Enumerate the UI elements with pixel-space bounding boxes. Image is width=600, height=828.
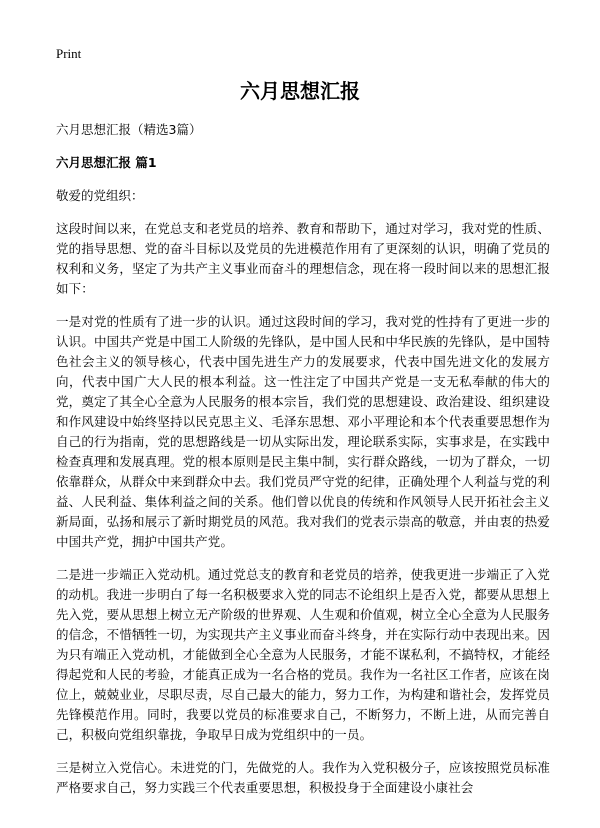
paragraph-point-two: 二是进一步端正入党动机。通过党总支的教育和老党员的培养，使我更进一步端正了入党的动机。我进一步明白了每一名积极要求入党的同志不论组织上是否入党，都要从思想上先入党，要从思想上树立无产阶级的世界观、人生观和价值观，树立全心全意为人民服务的信念，不惜牺牲一切，为实现共产主义事业而奋斗终身，并在实际行动中表现出来。因为只有端正入党动机，才能做到全心全意为人民服务，才能不谋私利，不搞特权，才能经得起党和人民的考验，才能真正成为一名合格的党员。我作为一名社区工作者，应该在岗位上，兢兢业业，尽职尽责，尽自己最大的能力，努力工作，为构建和谐社会，发挥党员先锋模范作用。同时，我要以党员的标准要求自己，不断努力，不断上进，从而完善自己，积极向党组织靠拢，争取早日成为党组织中的一员。 xyxy=(56,567,550,742)
page-title: 六月思想汇报 xyxy=(240,79,360,103)
paragraph-point-three: 三是树立入党信心。未进党的门，先做党的人。我作为入党积极分子，应该按照党员标准严格要求自己，努力实践三个代表重要思想，积极投身于全面建设小康社会 xyxy=(56,760,550,795)
section-heading: 六月思想汇报 篇1 xyxy=(56,155,157,170)
paragraph-intro: 这段时间以来，在党总支和老党员的培养、教育和帮助下，通过对学习，我对党的性质、党的指导思想、党的奋斗目标以及党员的先进模范作用有了更深刻的认识，明确了党员的权利和义务，坚定了为共产主义事业而奋斗的理想信念，现在将一段时间以来的思想汇报如下： xyxy=(56,221,550,296)
document-body xyxy=(56,120,550,811)
paragraph-point-one: 一是对党的性质有了进一步的认识。通过这段时间的学习，我对党的性持有了更进一步的认识。中国共产党是中国工人阶级的先锋队，是中国人民和中华民族的先锋队，是中国特色社会主义的领导核心，代表中国先进生产力的发展要求，代表中国先进文化的发展方向，代表中国广大人民的根本利益。这一性注定了中国共产党是一支无私奉献的伟大的党，奠定了其全心全意为人民服务的根本宗旨，我们党的思想建设、政治建设、组织建设和作风建设中始终坚持以民克思主义、毛泽东思想、邓小平理论和本个代表重要思想作为自己的行为指南，党的思想路线是一切从实际出发，理论联系实际，实事求是，在实践中检查真理和发展真理。党的根本原则是民主集中制，实行群众路线，一切为了群众，一切依靠群众，从群众中来到群众中去。我们党员严守党的纪律，正确处理个人利益与党的利益、人民利益、集体利益之间的关系。他们曾以优良的传统和作风领导人民开拓社会主义新局面，弘扬和展示了新时期党员的风范。我对我们的党表示崇高的敬意，并由衷的热爱中国共产党，拥护中国共产党。 xyxy=(56,314,550,549)
print-link[interactable]: Print xyxy=(56,46,82,61)
document-subtitle: 六月思想汇报（精选3篇） xyxy=(56,122,202,137)
greeting: 敬爱的党组织： xyxy=(56,188,144,203)
